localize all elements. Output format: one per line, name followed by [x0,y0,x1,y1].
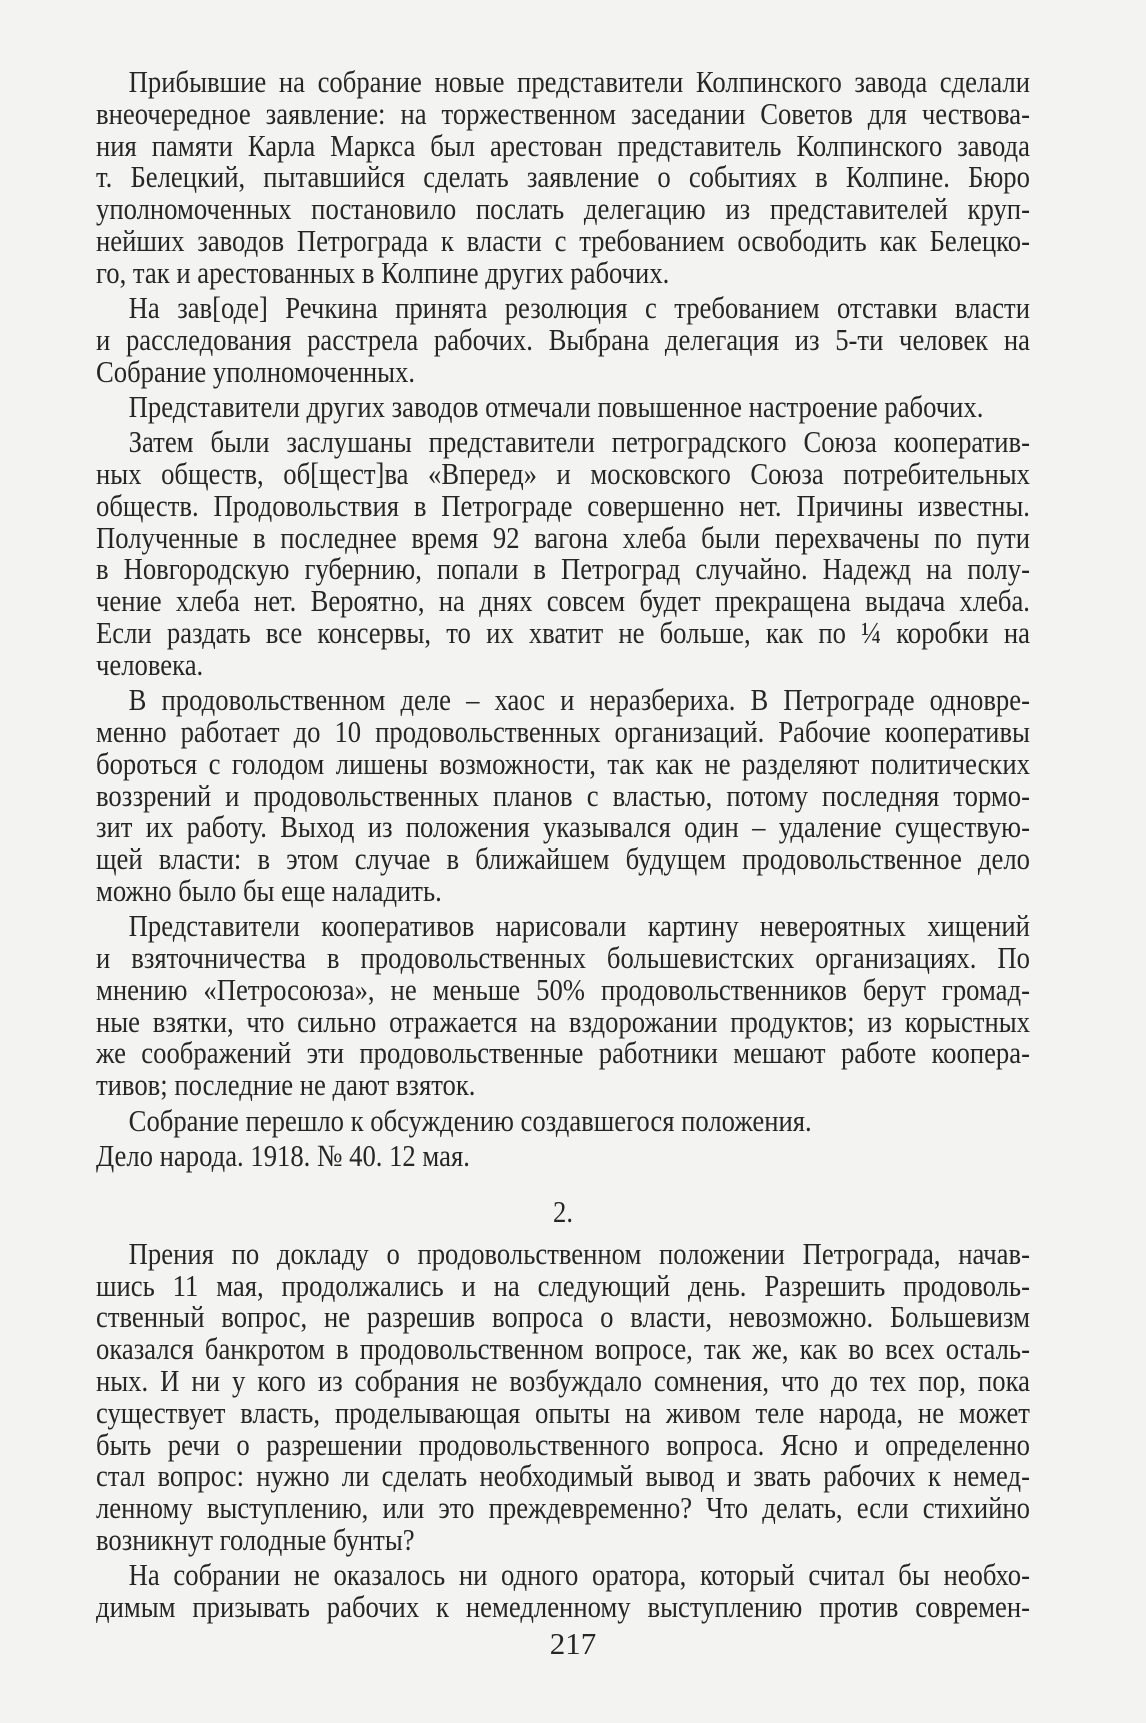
text-line-content: в Новгородскую губернию, попали в Петроград случайно. Надежд на полу- [96,551,1030,587]
section-number [96,1196,1030,1228]
text-line [96,1492,1030,1524]
text-line [96,161,1030,193]
text-line [96,684,1030,716]
text-line [96,426,1030,458]
paragraph [96,1559,1030,1623]
paragraph [96,1102,1030,1138]
text-line-content: ственный вопрос, не разрешив вопроса о власти, невозможно. Большевизм [96,1299,1030,1335]
text-line-content: Прибывшие на собрание новые представители Колпинского завода сделали [128,64,1030,99]
text-line-content: возникнут голодные бунты? [96,1522,415,1558]
source-citation [96,1140,1030,1172]
text-line [96,1591,1030,1623]
text-line-content: Прения по докладу о продовольственном положении Петрограда, начав- [128,1235,1030,1271]
paragraph [96,292,1030,387]
text-line-content: димым призывать рабочих к немедленному выступлению против современ- [96,1589,1030,1625]
text-line-content: ния памяти Карла Маркса был арестован представитель Колпинского завода [96,127,1030,163]
text-line-content: стал вопрос: нужно ли сделать необходимый вывод и звать рабочих к немед- [96,1458,1030,1494]
paragraph [96,66,1030,289]
text-line-content: Если раздать все консервы, то их хватит не больше, как по ¼ коробки на [96,615,1030,651]
page-text [96,66,1030,1623]
text-line [96,617,1030,649]
text-line [96,458,1030,490]
text-line-content: быть речи о разрешении продовольственного вопроса. Ясно и определенно [96,1426,1030,1462]
text-line-content: ных обществ, об[щест]ва «Вперед» и московского Союза потребительных [96,456,1030,492]
text-line-content: тивов; последние не дают взяток. [96,1067,476,1103]
text-line [96,553,1030,585]
paragraph [96,910,1030,1101]
text-line [96,872,1030,908]
text-line-content: ленному выступлению, или это преждевременно? Что делать, если стихийно [96,1490,1030,1526]
text-line [96,1365,1030,1397]
text-line [96,1235,1030,1271]
text-line-content: обществ. Продовольствия в Петрограде совершенно нет. Причины известны. [96,487,1030,523]
text-line-content: внеочередное заявление: на торжественном заседании Советов для чествова- [96,95,1030,131]
text-line [96,1037,1030,1069]
text-line [96,777,1030,813]
text-line [96,1460,1030,1492]
text-line-content: существует власть, проделывающая опыты на живом теле народа, не может [96,1394,1030,1430]
text-line [96,292,1030,324]
text-line-content: и расследования расстрела рабочих. Выбрана делегация из 5-ти человек на [96,321,1030,357]
text-line [96,254,1030,290]
text-line-content: чение хлеба нет. Вероятно, на днях совсем будет прекращена выдача хлеба. [96,583,1030,619]
text-line [96,910,1030,942]
text-line-content: воззрений и продовольственных планов с властью, потому последняя тормо- [96,777,1030,813]
text-line-content: шись 11 мая, продолжались и на следующий день. Разрешить продоволь- [96,1267,1030,1303]
text-line-content: ных. И ни у кого из собрания не возбуждало сомнения, что до тех пор, пока [96,1363,1030,1399]
text-line [96,1069,1030,1101]
text-line-content: 2. [552,1194,573,1230]
text-line-content: мнению «Петросоюза», не меньше 50% продовольственников берут громад- [96,971,1030,1007]
text-line-content: На собрании не оказалось ни одного оратора, который считал бы необхо- [128,1557,1030,1593]
text-line-content: Собрание уполномоченных. [96,353,416,389]
text-line-content: можно было бы еще наладить. [96,872,442,908]
text-line [96,1267,1030,1303]
text-line [96,1426,1030,1462]
page-number: 217 [549,1626,597,1661]
text-line [96,713,1030,749]
text-line [96,585,1030,617]
text-line [96,1140,1030,1172]
text-line [96,646,1030,682]
text-line [96,1003,1030,1039]
text-line-content: щей власти: в этом случае в ближайшем будущем продовольственное дело [96,841,1030,877]
text-line-content: Дело народа. 1918. № 40. 12 мая. [96,1138,470,1174]
text-line [96,811,1030,843]
text-line-content: бороться с голодом лишены возможности, так как не разделяют политических [96,745,1030,781]
text-line-content: го, так и арестованных в Колпине других рабочих. [96,254,670,290]
text-line [96,222,1030,258]
text-line [96,1301,1030,1333]
text-line [96,1559,1030,1591]
text-line-content: Полученные в последнее время 92 вагона хлеба были перехвачены по пути [96,519,1030,555]
text-line-content: В продовольственном деле – хаос и неразбериха. В Петрограде одновре- [128,682,1030,718]
text-line [96,942,1030,974]
text-line [96,487,1030,523]
text-line [96,1524,1030,1556]
text-line-content: же соображений эти продовольственные работники мешают работе коопера- [96,1035,1030,1071]
text-line [96,127,1030,163]
text-line-content: человека. [96,646,204,682]
text-line [96,1394,1030,1430]
text-line-content: оказался банкротом в продовольственном вопросе, так же, как во всех осталь- [96,1331,1030,1367]
text-line-content: т. Белецкий, пытавшийся сделать заявление о событиях в Колпине. Бюро [96,159,1030,195]
text-line-content: Затем были заслушаны представители петроградского Союза кооператив- [128,424,1030,460]
paragraph [96,684,1030,907]
text-line [96,1333,1030,1365]
text-line-content: Собрание перешло к обсуждению создавшегося положения. [128,1102,812,1138]
text-line [96,353,1030,389]
text-line [96,66,1030,98]
text-line [96,519,1030,555]
paragraph [96,1235,1030,1558]
text-line [96,321,1030,357]
text-line [96,745,1030,781]
text-line [96,1196,1030,1228]
text-line-content: уполномоченных постановило послать делегацию из представителей круп- [96,191,1030,227]
text-line [96,971,1030,1007]
paragraph [96,426,1030,680]
text-line [96,193,1030,225]
text-line-content: ные взятки, что сильно отражается на вздорожании продуктов; из корыстных [96,1003,1030,1039]
text-line-content: и взяточничества в продовольственных большевистских организациях. По [96,940,1030,976]
text-line [96,95,1030,131]
text-line-content: нейших заводов Петрограда к власти с требованием освободить как Белецко- [96,222,1030,258]
paragraph [96,388,1030,424]
text-line [96,388,1030,424]
text-line-content: Представители других заводов отмечали повышенное настроение рабочих. [128,388,984,424]
text-line [96,843,1030,875]
text-line-content: менно работает до 10 продовольственных организаций. Рабочие кооперативы [96,713,1030,749]
text-line-content: зит их работу. Выход из положения указывался один – удаление существую- [96,809,1030,845]
text-line [96,1102,1030,1138]
text-line-content: На зав[оде] Речкина принята резолюция с требованием отставки власти [128,290,1030,326]
text-line-content: Представители кооперативов нарисовали картину невероятных хищений [128,908,1030,944]
